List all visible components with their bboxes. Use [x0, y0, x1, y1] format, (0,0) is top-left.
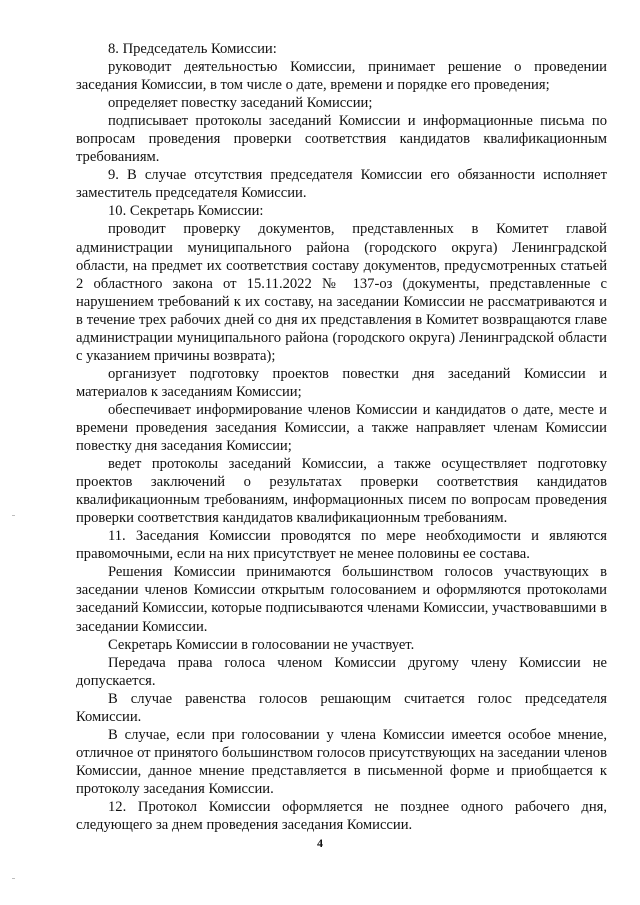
paragraph-secretary-duty-1: проводит проверку документов, представленных в Комитет главой администрации муниципального района (городского округа) Ленинградской области, на предмет их соответствия составу документов, предусмотренных статьей 2 областного закона от 15.11.2022 № 137-оз (документы, представленные с нарушением требований к их составу, на заседании Комиссии не рассматриваются и в течение трех рабочих дней со дня их представления в Комитет возвращаются главе администрации муниципального района (городского округа) Ленинградской области с указанием причины возврата);	[76, 221, 607, 364]
page-number: 4	[317, 836, 323, 850]
document-body	[76, 40, 607, 834]
paragraph-secretary-vote: Секретарь Комиссии в голосовании не участвует.	[108, 636, 415, 653]
scan-mark	[12, 515, 15, 516]
paragraph-secretary-duty-2: организует подготовку проектов повестки дня заседаний Комиссии и материалов к заседаниям Комиссии;	[76, 365, 607, 400]
paragraph-vote-transfer: Передача права голоса членом Комиссии другому члену Комиссии не допускается.	[76, 654, 607, 689]
paragraph-12: 12. Протокол Комиссии оформляется не позднее одного рабочего дня, следующего за днем проведения заседания Комиссии.	[76, 798, 607, 834]
paragraph-dissent: В случае, если при голосовании у члена Комиссии имеется особое мнение, отличное от принятого большинством голосов присутствующих на заседании членов Комиссии, данное мнение представляется в письменной форме и приобщается к протоколу заседания Комиссии.	[76, 726, 607, 797]
paragraph-decisions: Решения Комиссии принимаются большинством голосов участвующих в заседании членов Комиссии открытым голосованием и оформляются протоколами заседаний Комиссии, которые подписываются членами Комиссии, участвовавшими в заседании Комиссии.	[76, 564, 607, 635]
paragraph-10-heading: 10. Секретарь Комиссии:	[108, 203, 264, 220]
paragraph-8-heading: 8. Председатель Комиссии:	[108, 41, 277, 57]
scan-mark	[12, 878, 15, 879]
paragraph-11: 11. Заседания Комиссии проводятся по мере необходимости и являются правомочными, если на них присутствует не менее половины ее состава.	[76, 528, 607, 563]
paragraph-chair-duty-3: подписывает протоколы заседаний Комиссии и информационные письма по вопросам проведения проверки соответствия кандидатов квалификационным требованиям.	[76, 113, 607, 166]
paragraph-chair-duty-2: определяет повестку заседаний Комиссии;	[108, 95, 373, 112]
paragraph-secretary-duty-4: ведет протоколы заседаний Комиссии, а также осуществляет подготовку проектов заключений о результатах проверки соответствия кандидатов квалификационным требованиям, информационных писем по вопросам проведения проверки соответствия кандидатов квалификационным требованиям.	[76, 456, 607, 527]
paragraph-chair-duty-1: руководит деятельностью Комиссии, принимает решение о проведении заседания Комиссии, в том числе о дате, времени и порядке его проведения;	[76, 59, 607, 94]
paragraph-9: 9. В случае отсутствия председателя Комиссии его обязанности исполняет заместитель председателя Комиссии.	[76, 167, 607, 202]
paragraph-secretary-duty-3: обеспечивает информирование членов Комиссии и кандидатов о дате, месте и времени проведения заседания Комиссии, а также направляет членам Комиссии повестку дня заседания Комиссии;	[76, 401, 607, 455]
paragraph-tie-vote: В случае равенства голосов решающим считается голос председателя Комиссии.	[76, 690, 607, 725]
